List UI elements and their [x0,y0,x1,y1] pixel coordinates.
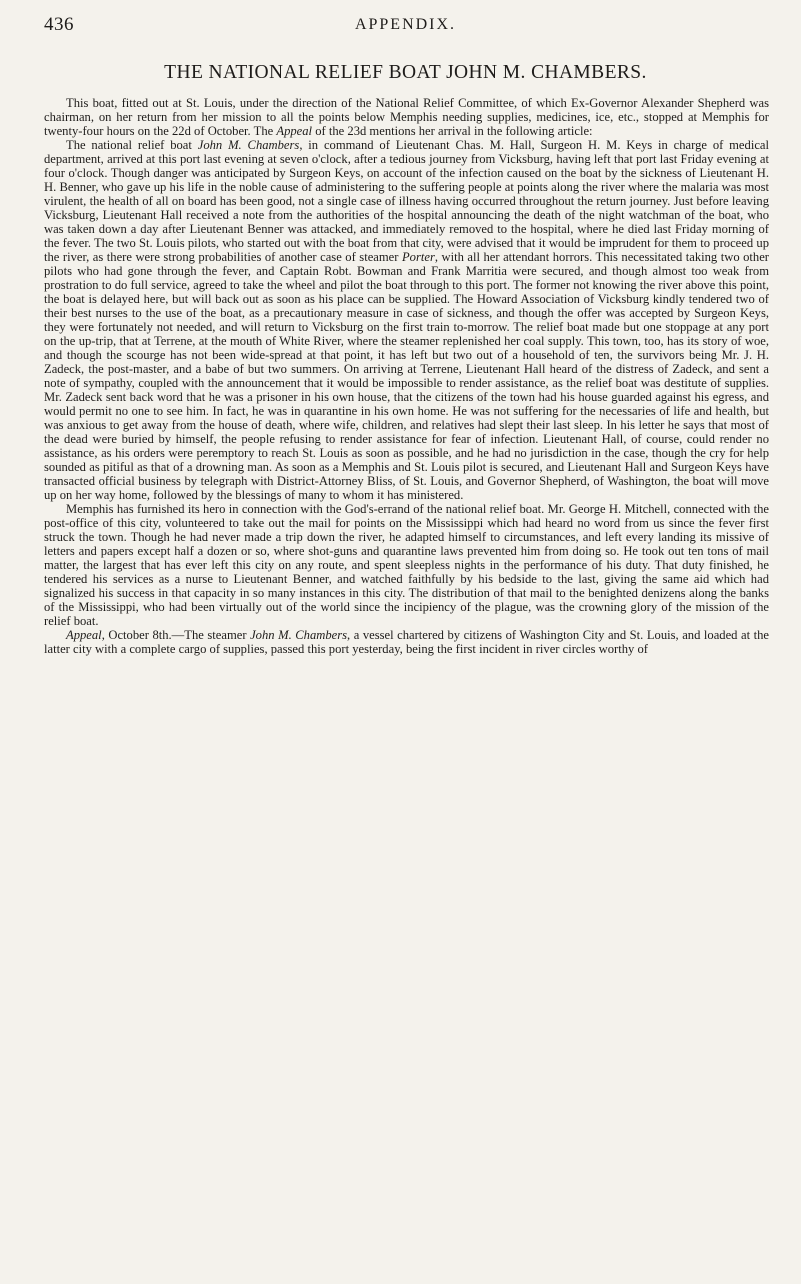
report-text-3: , with all her attendant horrors. This necessitated taking two other pilots who had gone through the fever, and Captain Robt. Bowman and Frank Marritia were secured, and though almost too weak from prostration to do full service, agreed to take the wheel and pilot the boat through to this port. The former not knowing the river above this point, the boat is delayed here, but will back out as soon as his place can be supplied. The Howard Association of Vicksburg kindly tendered two of their best nurses to the use of the boat, as a precautionary measure in case of sickness, and though the offer was accepted by Surgeon Keys, they were fortunately not needed, and will return to Vicksburg on the first train to-morrow. The relief boat made but one stoppage at any port on the up-trip, that at Terrene, at the mouth of White River, where the steamer replenished her coal supply. This town, too, has its story of woe, and though the scourge has not been wide-spread at that point, it has left but two out of a household of ten, the survivors being Mr. J. H. Zadeck, the post-master, and a babe of but two summers. On arriving at Terrene, Lieutenant Hall heard of the distress of Zadeck, and sent a note of sympathy, coupled with the announcement that it would be impossible to render assistance, as the relief boat was destitute of supplies. Mr. Zadeck sent back word that he was a prisoner in his own house, that the citizens of the town had his house guarded against his egress, and would permit no one to see him. In fact, he was in quarantine in his own home. He was not suffering for the necessaries of life and health, but was anxious to get away from the house of death, where wife, children, and relatives had slept their last sleep. In his letter he says that most of the dead were buried by himself, the people refusing to render assistance for fear of infection. Lieutenant Hall, of course, could render no assistance, as his orders were peremptory to reach St. Louis as soon as possible, and he had no jurisdiction in the case, though the cry for help sounded as pitiful as that of a drowning man. As soon as a Memphis and St. Louis pilot is secured, and Lieutenant Hall and Surgeon Keys have transacted official business by telegraph with District-Attorney Bliss, of St. Louis, and Governor Shepherd, of Washington, the boat will move up on her way home, followed by the blessings of many to whom it has ministered. [44,250,769,502]
appeal-text-1: , October 8th.—The steamer [101,628,247,642]
steamer-name: Porter [401,250,435,264]
running-head [44,14,767,38]
page-number: 436 [44,14,74,35]
paragraph-report [44,138,769,502]
intro-text-3: of the 23d mentions her arrival in the following article: [315,124,593,138]
appeal-text-2: , a vessel chartered by citizens of Washington City and St. Louis, and loaded at the latter city with a complete cargo of supplies, passed this port yesterday, being the first incident in river circles worthy of [44,628,769,656]
report-text-1: The national relief boat [66,138,192,152]
paragraph-appeal [44,628,769,656]
newspaper-name-2: Appeal [66,628,102,642]
paragraph-intro [44,96,769,138]
newspaper-name: Appeal [276,124,313,138]
article-title: THE NATIONAL RELIEF BOAT JOHN M. CHAMBERS. [164,62,647,83]
boat-name: John M. Chambers [197,138,300,152]
running-head-title: APPENDIX. [354,16,457,33]
article-body [44,96,769,656]
report-text-2: , in command of Lieutenant Chas. M. Hall, Surgeon H. M. Keys in charge of medical department, arrived at this port last evening at seven o'clock, after a tedious journey from Vicksburg, having left that port last Friday evening at four o'clock. Though danger was anticipated by Surgeon Keys, on account of the infection caused on the boat by the sickness of Lieutenant H. H. Benner, who gave up his life in the noble cause of administering to the suffering people at points along the river where the malaria was most virulent, the health of all on board has been good, not a single case of illness having occurred throughout the return journey. Just before leaving Vicksburg, Lieutenant Hall received a note from the authorities of the hospital announcing the death of the night watchman of the boat, who was taken down a day after Lieutenant Benner was attacked, and immediately removed to the hospital, where he died last Friday morning of the fever. The two St. Louis pilots, who started out with the boat from that city, were advised that it would be imprudent for them to proceed up the river, as there were strong probabilities of another case of steamer [44,138,769,264]
paragraph-memphis-hero: Memphis has furnished its hero in connection with the God's-errand of the national relief boat. Mr. George H. Mitchell, connected with the post-office of this city, volunteered to take out the mail for points on the Mississippi which had heard no word from us since the fever first struck the town. Though he had never made a trip down the river, he adapted himself to circumstances, and left every landing its missive of letters and papers except half a dozen or so, where shot-guns and quarantine laws prevented him from doing so. He took out ten tons of mail matter, the largest that has ever left this city on any route, and spent sleepless nights in the performance of his duty. That duty finished, he tendered his services as a nurse to Lieutenant Benner, and watched faithfully by his bedside to the last, giving the same aid which had signalized his success in that capacity in so many instances in this city. The distribution of that mail to the benighted denizens along the banks of the Mississippi, who had been virtually out of the world since the incipiency of the plague, was the crowning glory of the mission of the relief boat. [44,502,769,628]
intro-text: This boat, fitted out at St. Louis, under the direction of the National Relief Committee, of which Ex-Governor Alexander Shepherd was chairman, on her return from her mission to all the points below Memphis needing supplies, medicines, ice, etc., stopped at Memphis for twenty-four hours on the 22d of October. [44,96,769,138]
intro-text-2: The [253,124,274,138]
boat-name-2: John M. Chambers [250,628,348,642]
